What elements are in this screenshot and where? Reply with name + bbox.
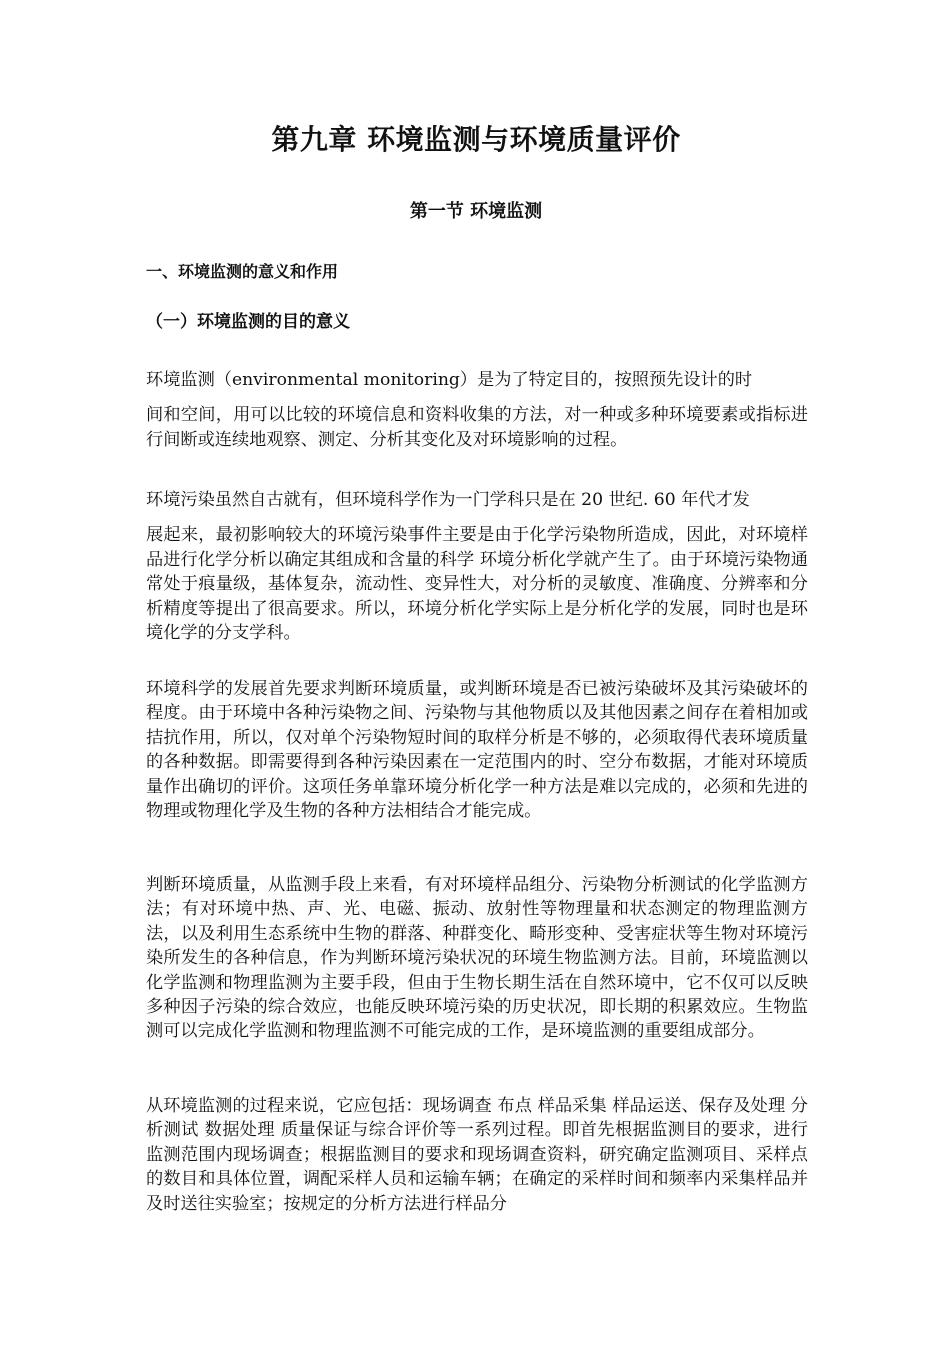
heading-level-1: 一、环境监测的意义和作用	[146, 262, 339, 281]
paragraph-monitoring-process: 从环境监测的过程来说，它应包括：现场调查 布点 样品采集 样品运送、保存及处理 分析测试 数据处理 质量保证与综合评价等一系列过程。即首先根据监测目的要求，进行监测范围内现场调查；根据监测目的要求和现场调查资料，研究确定监测项目、采样点的数目和具体位置，调配采样人员和运输车辆；在确定的采样时间和频率内采集样品并及时送往实验室；按规定的分析方法进行样品分	[146, 1096, 808, 1214]
section-title: 第一节 环境监测	[409, 201, 543, 222]
paragraph-body: 展起来，最初影响较大的环境污染事件主要是由于化学污染物所造成，因此，对环境样品进行化学分析以确定其组成和含量的科学 环境分析化学就产生了。由于环境污染物通常处于痕量级，基体复杂，流动性、变异性大，对分析的灵敏度、准确度、分辨率和分析精度等提出了很高要求。所以，环境分析化学实际上是分析化学的发展，同时也是环境化学的分支学科。	[146, 525, 808, 644]
paragraph-definition	[146, 368, 808, 452]
paragraph-history	[146, 488, 808, 645]
heading-level-2: （一）环境监测的目的意义	[146, 312, 350, 332]
paragraph-monitoring-methods: 判断环境质量，从监测手段上来看，有对环境样品组分、污染物分析测试的化学监测方法；有对环境中热、声、光、电磁、振动、放射性等物理量和状态测定的物理监测方法，以及利用生态系统中生物的群落、种群变化、畸形变种、受害症状等生物对环境污染所发生的各种信息，作为判断环境污染状况的环境生物监测方法。目前，环境监测以化学监测和物理监测为主要手段，但由于生物长期生活在自然环境中，它不仅可以反映多种因子污染的综合效应，也能反映环境污染的历史状况，即长期的积累效应。生物监测可以完成化学监测和物理监测不可能完成的工作，是环境监测的重要组成部分。	[146, 875, 808, 1042]
paragraph-body: 间和空间，用可以比较的环境信息和资料收集的方法，对一种或多种环境要素或指标进行间断或连续地观察、测定、分析其变化及对环境影响的过程。	[146, 405, 808, 450]
paragraph-lead-line: 环境监测（environmental monitoring）是为了特定目的，按照预先设计的时	[146, 370, 753, 390]
paragraph-quality-judgement: 环境科学的发展首先要求判断环境质量，或判断环境是否已被污染破坏及其污染破坏的程度。由于环境中各种污染物之间、污染物与其他物质以及其他因素之间存在着相加或拮抗作用，所以，仅对单个污染物短时间的取样分析是不够的，必须取得代表环境质量的各种数据。即需要得到各种污染因素在一定范围内的时、空分布数据，才能对环境质量作出确切的评价。这项任务单靠环境分析化学一种方法是难以完成的，必须和先进的物理或物理化学及生物的各种方法相结合才能完成。	[146, 679, 808, 822]
chapter-title: 第九章 环境监测与环境质量评价	[271, 123, 681, 156]
paragraph-lead-line: 环境污染虽然自古就有，但环境科学作为一门学科只是在 20 世纪. 60 年代才发	[146, 490, 750, 510]
